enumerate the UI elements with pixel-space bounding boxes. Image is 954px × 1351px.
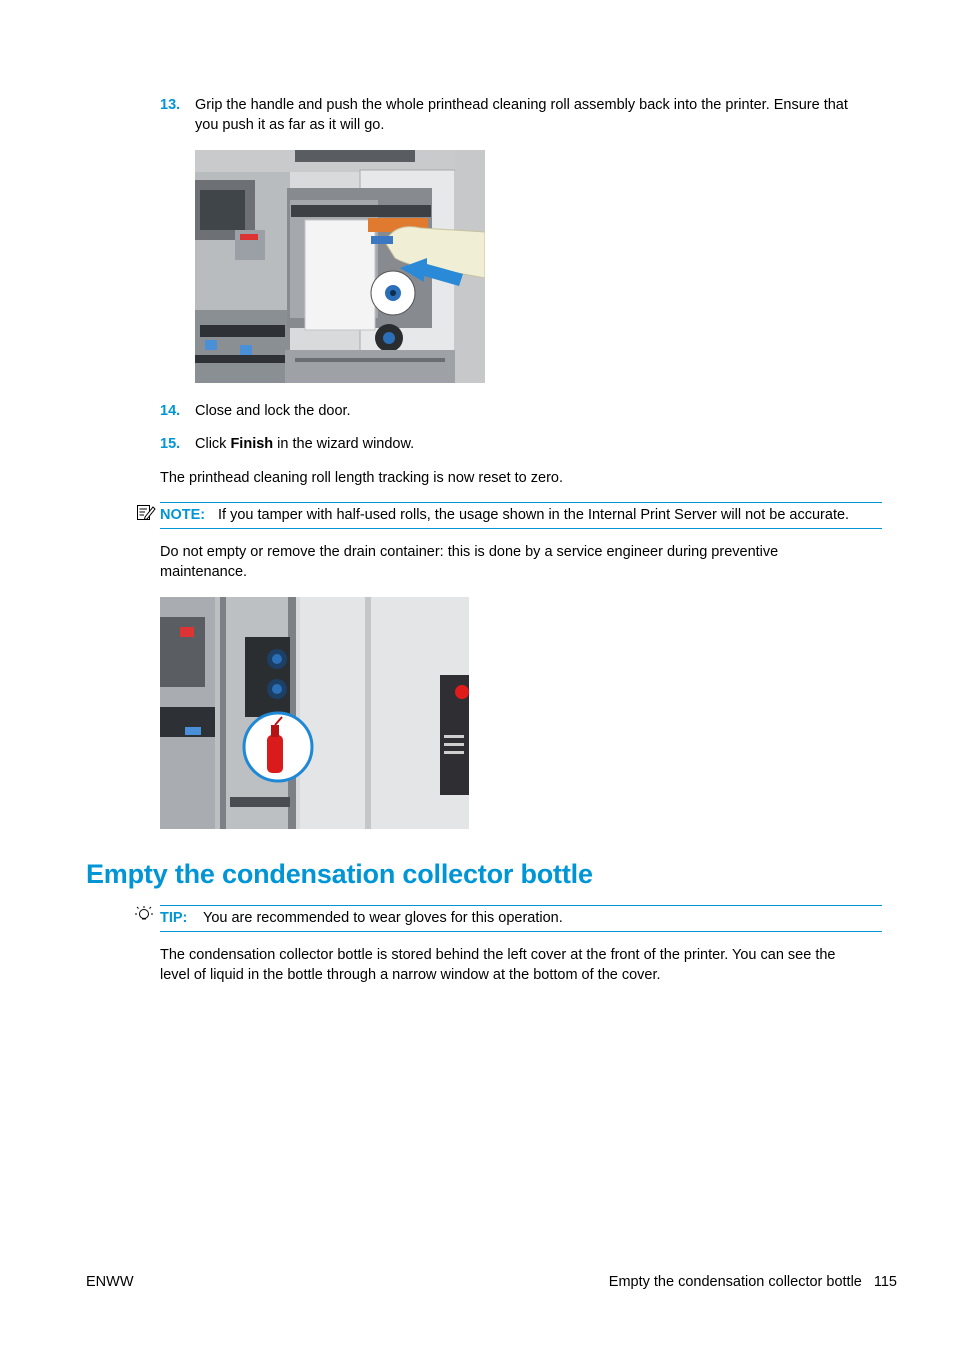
- step-13-text: [195, 95, 895, 135]
- step-15-bold: Finish: [230, 436, 274, 452]
- step-15-number: 15.: [160, 436, 181, 452]
- step-13-number: 13.: [160, 97, 181, 113]
- body-line1: The condensation collector bottle is stored behind the left cover at the front of the printer. You can see the: [160, 947, 836, 963]
- step-13-line2: you push it as far as it will go.: [195, 117, 385, 133]
- step-14-number: 14.: [160, 403, 181, 419]
- note-top-rule: [160, 502, 882, 503]
- note-bottom-rule: [160, 528, 882, 529]
- drain-line2: maintenance.: [160, 564, 248, 580]
- footer-left: ENWW: [86, 1274, 134, 1290]
- drain-line1: Do not empty or remove the drain container: this is done by a service engineer during preventive: [160, 544, 779, 560]
- reset-text: The printhead cleaning roll length tracking is now reset to zero.: [160, 470, 563, 486]
- step-15-pre: Click: [195, 436, 231, 452]
- step-14-text: Close and lock the door.: [195, 403, 351, 419]
- note-text: If you tamper with half-used rolls, the usage shown in the Internal Print Server will not be accurate.: [218, 507, 850, 523]
- footer-page-number: 115: [873, 1274, 897, 1290]
- printhead-cleaning-roll-figure: [195, 150, 485, 383]
- tip-bottom-rule: [160, 931, 882, 932]
- note-label: NOTE:: [160, 507, 206, 523]
- tip-top-rule: [160, 905, 882, 906]
- drain-text: [160, 542, 890, 582]
- tip-label: TIP:: [160, 910, 188, 926]
- step-15-post: in the wizard window.: [273, 436, 415, 452]
- drain-container-figure: [160, 597, 469, 829]
- footer-right: [609, 1272, 897, 1292]
- tip-lightbulb-icon: [134, 905, 154, 925]
- body-line2: level of liquid in the bottle through a narrow window at the bottom of the cover.: [160, 967, 661, 983]
- body-text: [160, 945, 890, 985]
- step-15-text: [195, 434, 414, 454]
- note-pencil-icon: [136, 502, 156, 524]
- step-13-line1: Grip the handle and push the whole printhead cleaning roll assembly back into the printer. Ensure that: [195, 97, 848, 113]
- section-title: Empty the condensation collector bottle: [86, 859, 593, 889]
- footer-title: Empty the condensation collector bottle: [608, 1274, 862, 1290]
- tip-text: You are recommended to wear gloves for this operation.: [203, 910, 563, 926]
